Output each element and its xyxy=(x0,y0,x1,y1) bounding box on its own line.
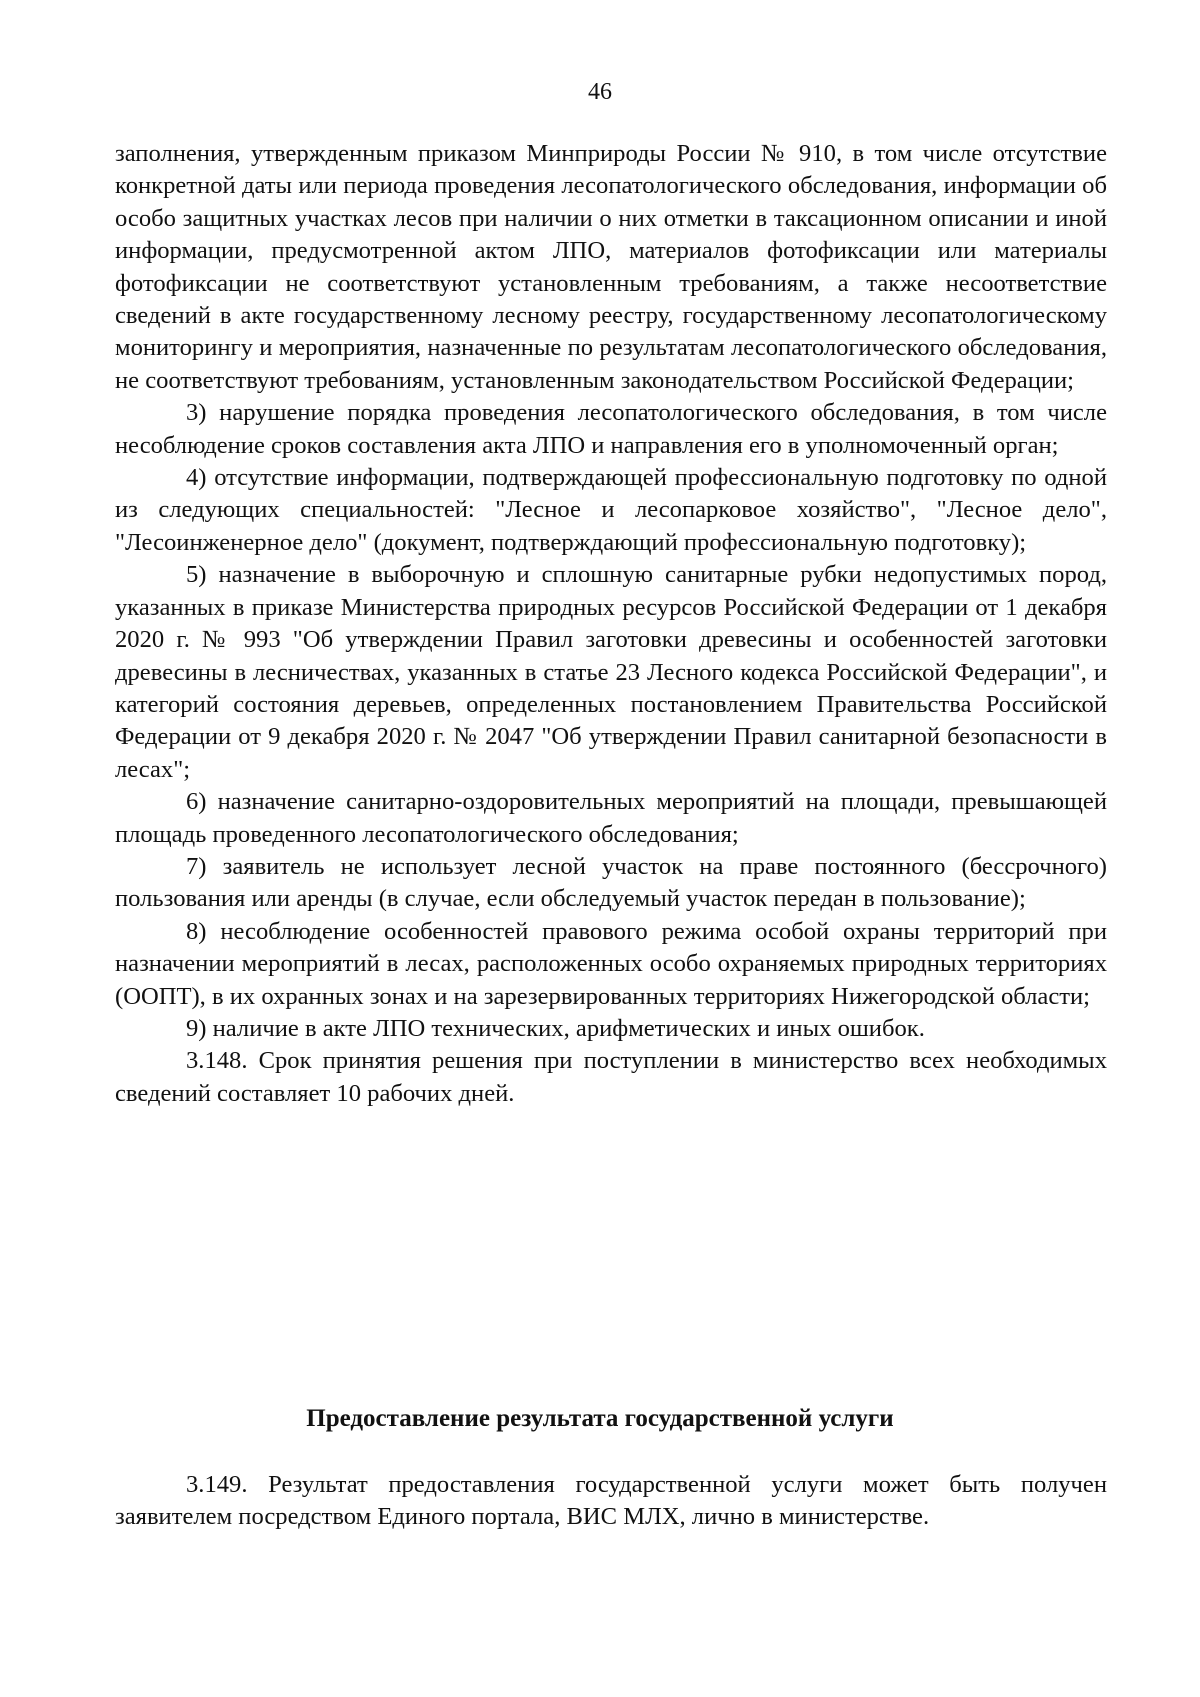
paragraph-3-148: 3.148. Срок принятия решения при поступлении в министерство всех необходимых сведений составляет 10 рабочих дней. xyxy=(115,1047,1107,1107)
paragraph-item-4: 4) отсутствие информации, подтверждающей профессиональную подготовку по одной из следующих специальностей: "Лесное и лесопарковое хозяйство", "Лесное дело", "Лесоинженерное дело" (документ, подтверждающий профессиональную подготовку); xyxy=(115,464,1107,556)
document-body-after-heading xyxy=(115,1469,1107,1534)
section-heading: Предоставление результата государственной услуги xyxy=(306,1405,894,1432)
paragraph-continuation: заполнения, утвержденным приказом Минприроды России № 910, в том числе отсутствие конкретной даты или периода проведения лесопатологического обследования, информации об особо защитных участках лесов при наличии о них отметки в таксационном описании и иной информации, предусмотренной актом ЛПО, материалов фотофиксации или материалы фотофиксации не соответствуют установленным требованиям, а также несоответствие сведений в акте государственному лесному реестру, государственному лесопатологическому мониторингу и мероприятия, назначенные по результатам лесопатологического обследования, не соответствуют требованиям, установленным законодательством Российской Федерации; xyxy=(115,140,1107,394)
paragraph-3-149: 3.149. Результат предоставления государственной услуги может быть получен заявителем посредством Единого портала, ВИС МЛХ, лично в министерстве. xyxy=(115,1471,1107,1531)
paragraph-item-9: 9) наличие в акте ЛПО технических, арифметических и иных ошибок. xyxy=(186,1014,925,1042)
paragraph-item-6: 6) назначение санитарно-оздоровительных мероприятий на площади, превышающей площадь проведенного лесопатологического обследования; xyxy=(115,788,1107,848)
page-number: 46 xyxy=(588,79,612,105)
paragraph-item-5: 5) назначение в выборочную и сплошную санитарные рубки недопустимых пород, указанных в приказе Министерства природных ресурсов Российской Федерации от 1 декабря 2020 г. № 993 "Об утверждении Правил заготовки древесины и особенностей заготовки древесины в лесничествах, указанных в статье 23 Лесного кодекса Российской Федерации", и категорий состояния деревьев, определенных постановлением Правительства Российской Федерации от 9 декабря 2020 г. № 2047 "Об утверждении Правил санитарной безопасности в лесах"; xyxy=(115,561,1107,783)
document-body xyxy=(115,138,1107,1110)
paragraph-item-7: 7) заявитель не использует лесной участок на праве постоянного (бессрочного) пользования или аренды (в случае, если обследуемый участок передан в пользование); xyxy=(115,852,1107,913)
paragraph-item-3: 3) нарушение порядка проведения лесопатологического обследования, в том числе несоблюдение сроков составления акта ЛПО и направления его в уполномоченный орган; xyxy=(115,399,1107,459)
paragraph-item-8: 8) несоблюдение особенностей правового режима особой охраны территорий при назначении мероприятий в лесах, расположенных особо охраняемых природных территориях (ООПТ), в их охранных зонах и на зарезервированных территориях Нижегородской области; xyxy=(115,917,1107,1010)
